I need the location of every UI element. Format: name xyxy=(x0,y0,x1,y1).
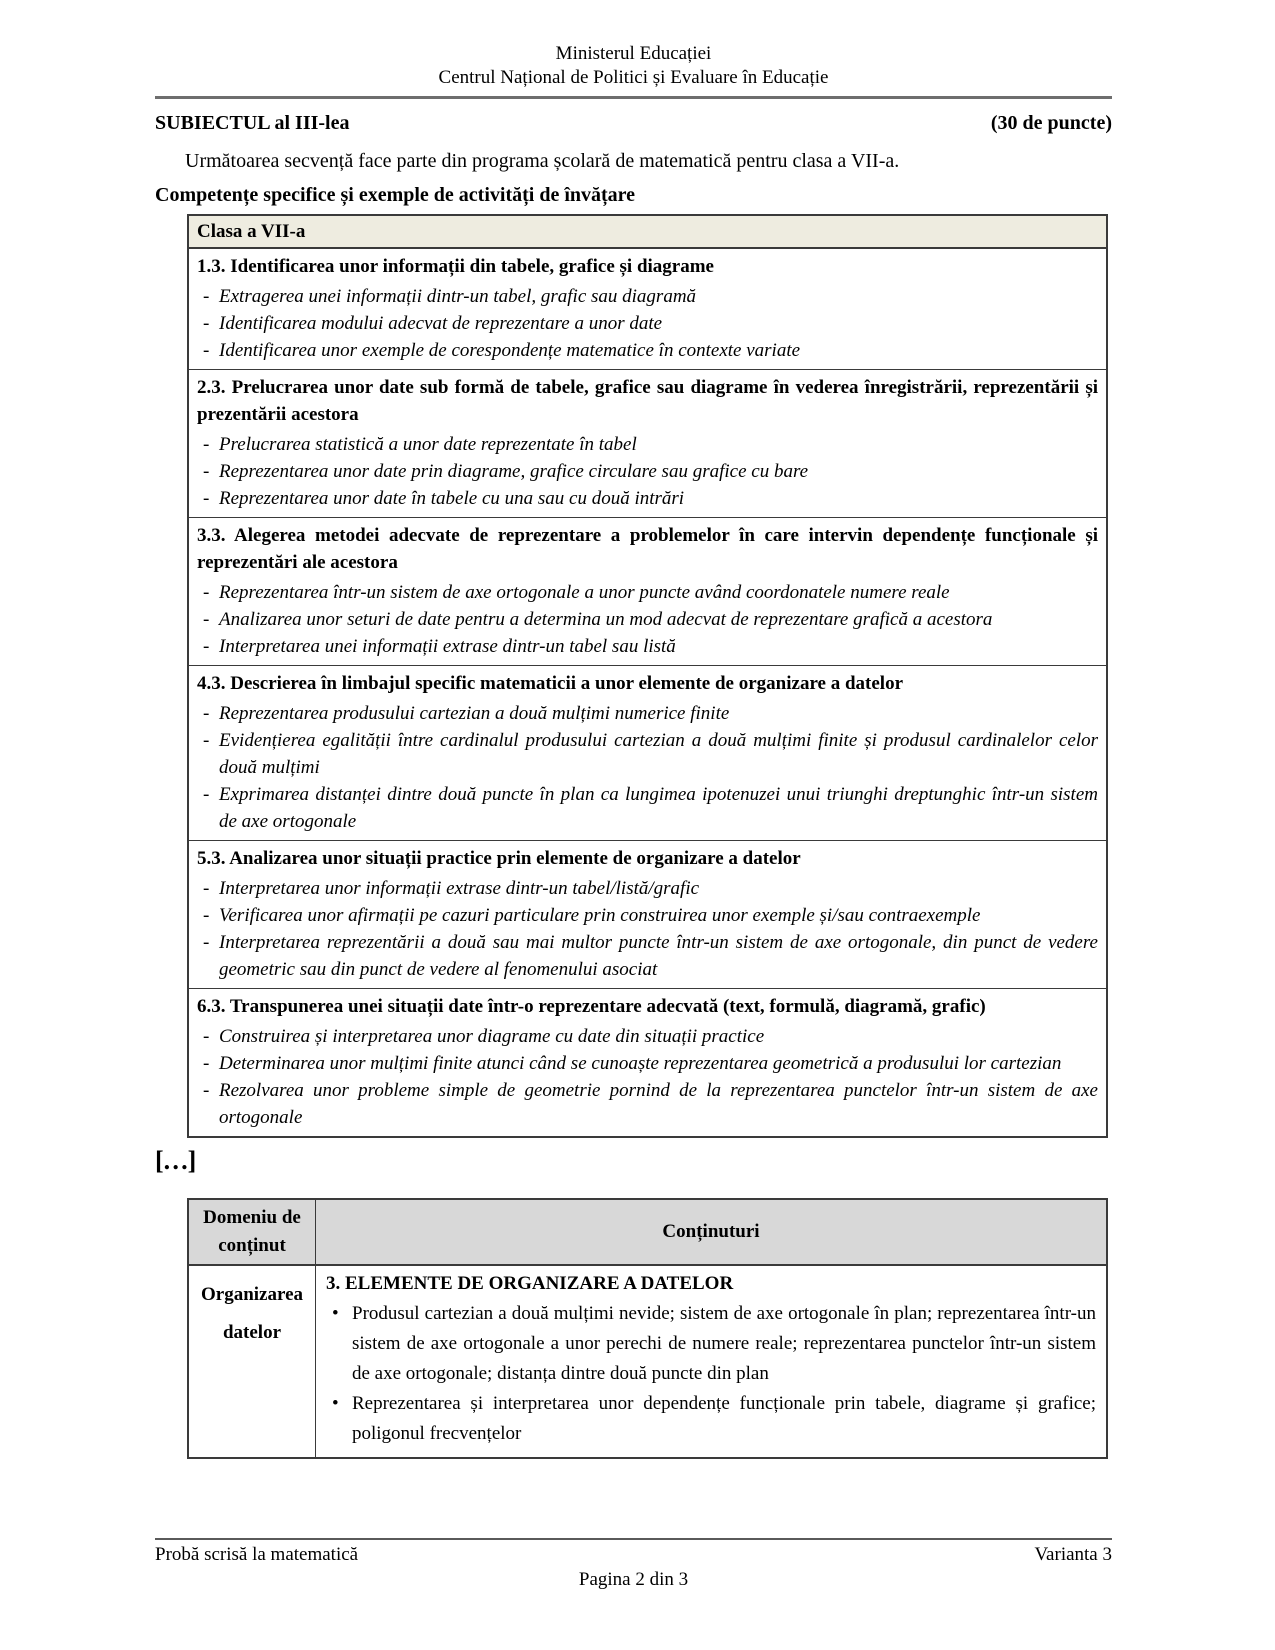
content-title: 3. ELEMENTE DE ORGANIZARE A DATELOR xyxy=(326,1273,734,1294)
activity-item xyxy=(197,283,1098,310)
activity-item xyxy=(197,458,1098,485)
activity-text: Exprimarea distanței dintre două puncte în plan ca lungimea ipotenuzei unui triunghi dreptunghic într-un sistem de axe ortogonale xyxy=(219,784,1098,832)
dash-marker: - xyxy=(203,488,210,509)
competency-title: 1.3. Identificarea unor informații din tabele, grafice și diagrame xyxy=(197,256,714,277)
page-footer xyxy=(155,1538,1112,1591)
dash-marker: - xyxy=(203,730,210,751)
competency-section xyxy=(189,841,1106,989)
content-bullet-text: Reprezentarea și interpretarea unor dependențe funcționale prin tabele, diagrame și grafice; poligonul frecvențelor xyxy=(352,1393,1096,1444)
dash-marker: - xyxy=(203,636,210,657)
competency-section xyxy=(189,666,1106,841)
dash-marker: - xyxy=(203,340,210,361)
document-page xyxy=(155,42,1112,1459)
competencies-heading: Competențe specifice și exemple de activități de învățare xyxy=(155,184,636,206)
dash-marker: - xyxy=(203,784,210,805)
footer-variant: Varianta 3 xyxy=(1034,1544,1112,1565)
activity-text: Interpretarea unei informații extrase dintr-un tabel sau listă xyxy=(219,636,676,657)
activity-text: Identificarea unor exemple de corespondențe matematice în contexte variate xyxy=(219,340,801,361)
content-domain-cell: Organizarea datelor xyxy=(189,1266,316,1457)
activity-text: Prelucrarea statistică a unor date reprezentate în tabel xyxy=(219,434,637,455)
activity-text: Rezolvarea unor probleme simple de geometrie pornind de la reprezentarea punctelor într-un sistem de axe ortogonale xyxy=(219,1080,1098,1128)
dash-marker: - xyxy=(203,434,210,455)
ministry-line2: Centrul Național de Politici și Evaluare în Educație xyxy=(438,67,829,88)
content-details-cell xyxy=(316,1266,1106,1457)
dash-marker: - xyxy=(203,582,210,603)
competency-title: 4.3. Descrierea în limbajul specific matematicii a unor elemente de organizare a datelor xyxy=(197,673,904,694)
content-bullet xyxy=(326,1389,1096,1449)
activity-item xyxy=(197,1050,1098,1077)
dash-marker: - xyxy=(203,1080,210,1101)
activity-text: Analizarea unor seturi de date pentru a determina un mod adecvat de reprezentare grafică a acestora xyxy=(219,609,993,630)
competency-title: 2.3. Prelucrarea unor date sub formă de tabele, grafice sau diagrame în vederea înregistrării, reprezentării și prezentării acestora xyxy=(197,377,1098,425)
bullet-marker: • xyxy=(332,1303,339,1324)
activity-text: Reprezentarea unor date în tabele cu una sau cu două intrări xyxy=(219,488,685,509)
activity-item xyxy=(197,633,1098,660)
competency-section xyxy=(189,370,1106,518)
activity-text: Construirea și interpretarea unor diagrame cu date din situații practice xyxy=(219,1026,765,1047)
activity-text: Evidențierea egalității între cardinalul produsului cartezian a două mulțimi finite și produsul cardinalelor celor două mulțimi xyxy=(219,730,1098,778)
dash-marker: - xyxy=(203,609,210,630)
activity-item xyxy=(197,727,1098,781)
activity-text: Interpretarea reprezentării a două sau mai multor puncte într-un sistem de axe ortogonale, din punct de vedere geometric sau din punct de vedere al fenomenului asociat xyxy=(219,932,1098,980)
dash-marker: - xyxy=(203,878,210,899)
dash-marker: - xyxy=(203,461,210,482)
competencies-table-header: Clasa a VII-a xyxy=(189,216,1106,249)
dash-marker: - xyxy=(203,905,210,926)
ellipsis-mark: […] xyxy=(155,1146,196,1175)
activity-item xyxy=(197,606,1098,633)
content-bullet xyxy=(326,1299,1096,1389)
activity-item xyxy=(197,1023,1098,1050)
bullet-marker: • xyxy=(332,1393,339,1414)
activity-item xyxy=(197,310,1098,337)
footer-page-number: Pagina 2 din 3 xyxy=(578,1569,689,1590)
activity-text: Extragerea unei informații dintr-un tabel, grafic sau diagramă xyxy=(219,286,697,307)
dash-marker: - xyxy=(203,1026,210,1047)
activity-text: Reprezentarea unor date prin diagrame, grafice circulare sau grafice cu bare xyxy=(219,461,809,482)
dash-marker: - xyxy=(203,1053,210,1074)
dash-marker: - xyxy=(203,703,210,724)
ministry-line1: Ministerul Educației xyxy=(555,43,712,64)
competency-title: 5.3. Analizarea unor situații practice prin elemente de organizare a datelor xyxy=(197,848,801,869)
dash-marker: - xyxy=(203,932,210,953)
intro-paragraph: Următoarea secvență face parte din programa școlară de matematică pentru clasa a VII-a. xyxy=(185,150,900,172)
footer-exam-name: Probă scrisă la matematică xyxy=(155,1544,359,1565)
subject-row xyxy=(155,112,1112,135)
competency-title: 6.3. Transpunerea unei situații date într-o reprezentare adecvată (text, formulă, diagramă, grafic) xyxy=(197,996,986,1017)
activity-text: Verificarea unor afirmații pe cazuri particulare prin construirea unor exemple și/sau contraexemple xyxy=(219,905,981,926)
activity-item xyxy=(197,431,1098,458)
competency-title: 3.3. Alegerea metodei adecvate de reprezentare a problemelor în care intervin dependențe funcționale și reprezentări ale acestora xyxy=(197,525,1098,573)
ministry-header xyxy=(155,42,1112,99)
activity-text: Identificarea modului adecvat de reprezentare a unor date xyxy=(219,313,663,334)
content-bullet-text: Produsul cartezian a două mulțimi nevide; sistem de axe ortogonale în plan; reprezentarea într-un sistem de axe ortogonale a unor perechi de numere reale; reprezentarea punctelor într-un sistem de axe ortogonale; distanța dintre două puncte din plan xyxy=(352,1303,1096,1384)
activity-item xyxy=(197,579,1098,606)
contents-table xyxy=(187,1198,1108,1459)
activity-text: Reprezentarea produsului cartezian a două mulțimi numerice finite xyxy=(219,703,730,724)
contents-table-col2-header: Conținuturi xyxy=(316,1200,1106,1266)
footer-row xyxy=(155,1544,1112,1566)
activity-item xyxy=(197,337,1098,364)
activity-text: Interpretarea unor informații extrase dintr-un tabel/listă/grafic xyxy=(219,878,700,899)
activity-item xyxy=(197,781,1098,835)
activity-item xyxy=(197,700,1098,727)
activity-item xyxy=(197,902,1098,929)
competency-section xyxy=(189,518,1106,666)
competency-section xyxy=(189,989,1106,1136)
subject-title: SUBIECTUL al III-lea xyxy=(155,112,350,134)
activity-item xyxy=(197,875,1098,902)
activity-item xyxy=(197,485,1098,512)
activity-item xyxy=(197,929,1098,983)
activity-item xyxy=(197,1077,1098,1131)
dash-marker: - xyxy=(203,286,210,307)
dash-marker: - xyxy=(203,313,210,334)
competencies-table xyxy=(187,214,1108,1138)
subject-points: (30 de puncte) xyxy=(990,112,1112,134)
activity-text: Determinarea unor mulțimi finite atunci când se cunoaște reprezentarea geometrică a produsului lor cartezian xyxy=(219,1053,1062,1074)
competency-section xyxy=(189,249,1106,370)
contents-table-col1-header: Domeniu de conținut xyxy=(189,1200,316,1266)
activity-text: Reprezentarea într-un sistem de axe ortogonale a unor puncte având coordonatele numere reale xyxy=(219,582,950,603)
